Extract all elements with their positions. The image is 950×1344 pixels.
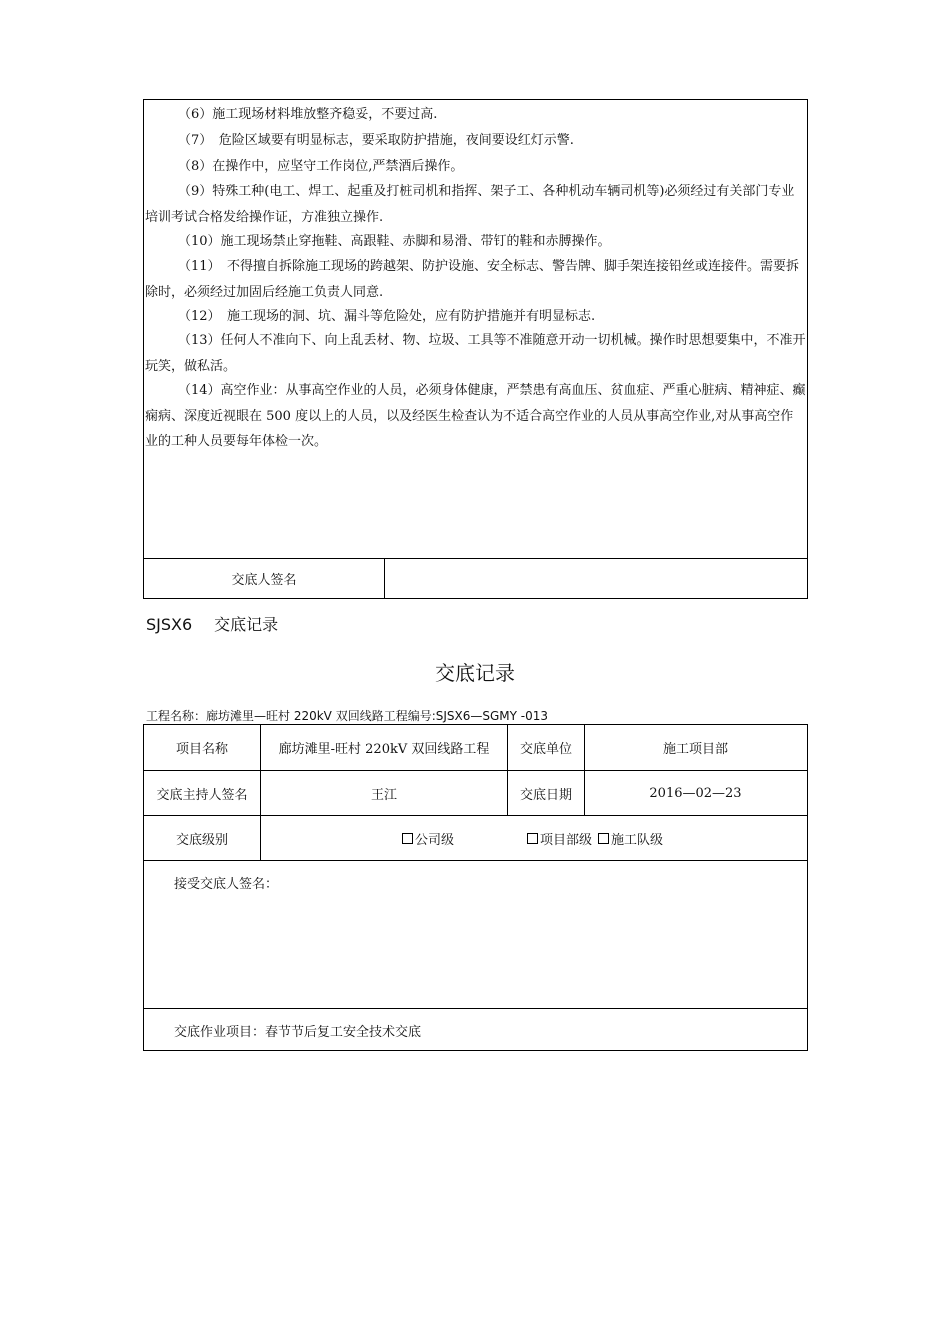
project-name-label: 项目名称 — [175, 742, 228, 757]
host-label: 交底主持人签名 — [156, 787, 248, 803]
rule-paragraph: （14）高空作业：从事高空作业的人员，必须身体健康，严禁患有高血压、贫血症、严重心脏病、精神症、癫痫病、深度近视眼在 500 度以上的人员，以及经医生检查认为不适合高空作业的人员从事高空作业,对从事高空作业的工种人员要每年体检一次。 — [145, 383, 806, 449]
signature-row — [144, 558, 807, 598]
host-value: 王江 — [370, 787, 397, 803]
level-option-company[interactable] — [402, 816, 454, 861]
rule-paragraph: （13）任何人不准向下、向上乱丢材、物、垃圾、工具等不准随意开动一切机械。操作时思想要集中，不准开玩笑，做私活。 — [145, 333, 806, 374]
date-value: 2016—02—23 — [649, 785, 742, 801]
rule-paragraph: （6）施工现场材料堆放整齐稳妥，不要过高. — [178, 107, 438, 122]
level-options — [261, 816, 807, 860]
rules-content — [144, 100, 807, 559]
project-meta: 工程名称：廊坊滩里—旺村 220kV 双回线路工程编号:SJSX6—SGMY -013 — [146, 709, 549, 723]
signature-field[interactable] — [385, 558, 807, 598]
level-option-label: 公司级 — [415, 833, 455, 848]
project-name-value: 廊坊滩里-旺村 220kV 双回线路工程 — [278, 742, 490, 757]
receiver-signature-label: 接受交底人签名： — [174, 877, 279, 892]
level-label: 交底级别 — [175, 832, 228, 848]
checkbox-icon[interactable] — [402, 833, 413, 844]
level-option-label: 项目部级 — [540, 833, 593, 848]
rule-paragraph: （11） 不得擅自拆除施工现场的跨越架、防护设施、安全标志、警告牌、脚手架连接铅丝或连接件。需要拆除时，必须经过加固后经施工负责人同意. — [145, 259, 800, 300]
section-label: 交底记录 — [214, 615, 279, 634]
row-divider — [144, 860, 807, 861]
work-item: 交底作业项目：春节节后复工安全技术交底 — [174, 1024, 422, 1040]
rule-paragraph: （9）特殊工种(电工、焊工、起重及打桩司机和指挥、架子工、各种机动车辆司机等)必须经过有关部门专业培训考试合格发给操作证，方准独立操作. — [145, 184, 795, 225]
checkbox-icon[interactable] — [527, 833, 538, 844]
section-heading — [146, 612, 278, 635]
rule-paragraph: （10）施工现场禁止穿拖鞋、高跟鞋、赤脚和易滑、带钉的鞋和赤膊操作。 — [178, 234, 611, 249]
safety-rules-table — [143, 99, 808, 599]
section-code: SJSX6 — [146, 615, 193, 634]
rule-paragraph: （8）在操作中，应坚守工作岗位,严禁酒后操作。 — [178, 159, 464, 174]
level-option-project-dept[interactable] — [527, 816, 592, 861]
date-label: 交底日期 — [519, 787, 572, 803]
unit-label: 交底单位 — [519, 742, 572, 757]
checkbox-icon[interactable] — [598, 833, 609, 844]
unit-value: 施工项目部 — [662, 742, 728, 757]
level-option-label: 施工队级 — [611, 833, 664, 848]
signature-label: 交底人签名 — [144, 558, 385, 598]
page-title: 交底记录 — [435, 661, 515, 685]
rule-paragraph: （12） 施工现场的洞、坑、漏斗等危险处，应有防护措施并有明显标志. — [178, 309, 596, 324]
level-option-team[interactable] — [598, 816, 663, 861]
rule-paragraph: （7） 危险区域要有明显标志，要采取防护措施，夜间要设红灯示警. — [178, 133, 574, 148]
record-table — [143, 724, 808, 1051]
